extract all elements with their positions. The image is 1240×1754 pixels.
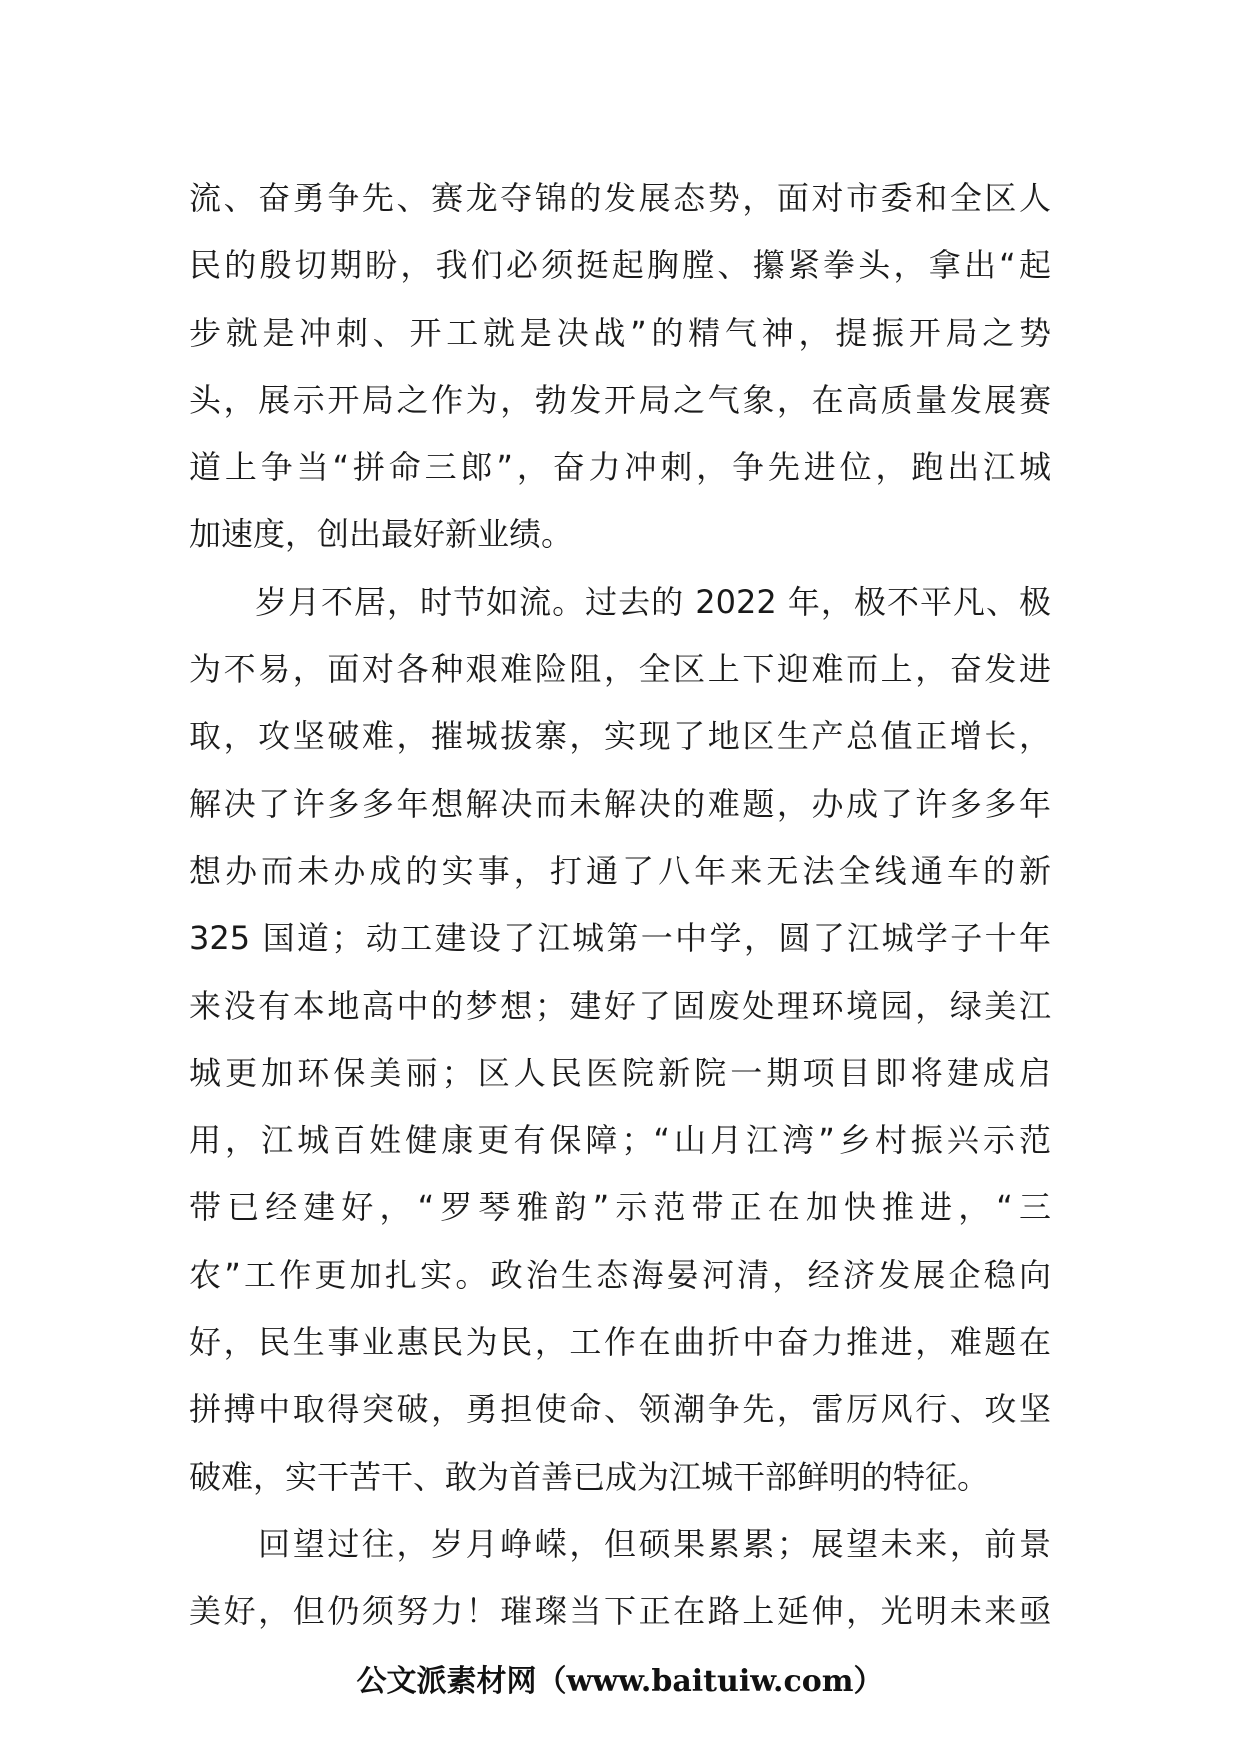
text-line: 带已经建好，“罗琴雅韵”示范带正在加快推进，“三 (189, 1188, 1051, 1227)
text-line: 取，攻坚破难，摧城拔寨，实现了地区生产总值正增长， (189, 717, 1051, 756)
text-line: 流、奋勇争先、赛龙夺锦的发展态势，面对市委和全区人 (189, 179, 1051, 217)
text-line: 用，江城百姓健康更有保障；“山月江湾”乡村振兴示范 (189, 1121, 1051, 1160)
text-line: 民的殷切期盼，我们必须挺起胸膛、攥紧拳头，拿出“起 (189, 246, 1051, 285)
text-line: 来没有本地高中的梦想；建好了固废处理环境园，绿美江 (189, 986, 1051, 1025)
text-line: 破难，实干苦干、敢为首善已成为江城干部鲜明的特征。 (189, 1457, 990, 1496)
text-line: 好，民生事业惠民为民，工作在曲折中奋力推进，难题在 (189, 1323, 1051, 1362)
text-line: 道上争当“拼命三郎”，奋力冲刺，争先进位，跑出江城 (189, 448, 1051, 487)
text-line: 头，展示开局之作为，勃发开局之气象，在高质量发展赛 (189, 380, 1051, 419)
text-line: 城更加环保美丽；区人民医院新院一期项目即将建成启 (189, 1053, 1051, 1092)
document-body (189, 165, 1051, 1646)
text-line: 岁月不居，时节如流。过去的 2022 年，极不平凡、极 (189, 582, 1051, 621)
text-line: 为不易，面对各种艰难险阻，全区上下迎难而上，奋发进 (189, 650, 1051, 689)
text-line: 想办而未办成的实事，打通了八年来无法全线通车的新 (189, 851, 1051, 890)
text-line: 农”工作更加扎实。政治生态海晏河清，经济发展企稳向 (189, 1255, 1051, 1294)
text-line: 加速度，创出最好新业绩。 (189, 515, 574, 554)
text-line: 步就是冲刺、开工就是决战”的精气神，提振开局之势 (189, 313, 1051, 352)
text-line: 拼搏中取得突破，勇担使命、领潮争先，雷厉风行、攻坚 (189, 1390, 1051, 1429)
text-line: 美好，但仍须努力！璀璨当下正在路上延伸，光明未来亟 (189, 1592, 1051, 1631)
text-line: 回望过往，岁月峥嵘，但硕果累累；展望未来，前景 (189, 1524, 1051, 1563)
text-line: 解决了许多多年想解决而未解决的难题，办成了许多多年 (189, 784, 1051, 823)
text-line: 325 国道；动工建设了江城第一中学，圆了江城学子十年 (189, 919, 1051, 958)
footer-watermark: 公文派素材网（www.baituiw.com） (356, 1664, 884, 1699)
